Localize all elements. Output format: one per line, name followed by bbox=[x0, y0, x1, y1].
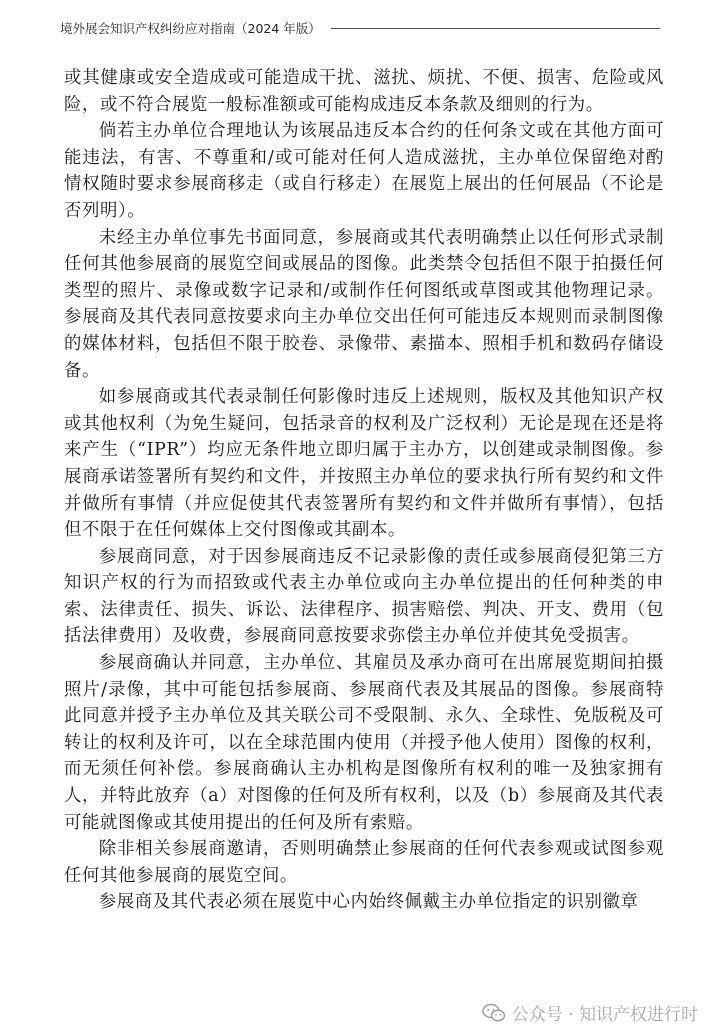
paragraph-continuation: 或其健康或安全造成或可能造成干扰、滋扰、烦扰、不便、损害、危险或风险，或不符合展览一般标准额或可能构成违反本条款及细则的行为。 bbox=[64, 68, 664, 115]
paragraph-photo-consent: 参展商确认并同意，主办单位、其雇员及承办商可在出席展览期间拍摄照片/录像，其中可能包括参展商、参展商代表及其展品的图像。参展商特此同意并授予主办单位及其关联公司不受限制、永久、全球性、免版税及可转让的权利及许可，以在全球范围内使用（并授予他人使用）图像的权利，而无须任何补偿。参展商确认主办机构是图像所有权利的唯一及独家拥有人，并特此放弃（a）对图像的任何及所有权利，以及（b）参展商及其代表可能就图像或其使用提出的任何及所有索赔。 bbox=[64, 653, 664, 833]
watermark bbox=[482, 1000, 698, 1025]
watermark-text: 公众号 · 知识产权进行时 bbox=[511, 1005, 698, 1025]
paragraph-recording-ban: 未经主办单位事先书面同意，参展商或其代表明确禁止以任何形式录制任何其他参展商的展览空间或展品的图像。此类禁令包括但不限于拍摄任何类型的照片、录像或数字记录和/或制作任何图纸或草图或其他物理记录。参展商及其代表同意按要求向主办单位交出任何可能违反本规则而录制图像的媒体材料，包括但不限于胶卷、录像带、素描本、照相手机和数码存储设备。 bbox=[64, 227, 664, 381]
header-title: 境外展会知识产权纠纷应对指南（2024 年版） bbox=[60, 21, 321, 36]
header-rule bbox=[331, 28, 660, 29]
paragraph-exhibit-removal: 倘若主办单位合理地认为该展品违反本合约的任何条文或在其他方面可能违法，有害、不尊重和/或可能对任何人造成滋扰，主办单位保留绝对酌情权随时要求参展商移走（或自行移走）在展览上展出的任何展品（不论是否列明）。 bbox=[64, 121, 664, 221]
paragraph-indemnity: 参展商同意，对于因参展商违反不记录影像的责任或参展商侵犯第三方知识产权的行为而招致或代表主办单位或向主办单位提出的任何种类的申索、法律责任、损失、诉讼、法律程序、损害赔偿、判决、开支、费用（包括法律费用）及收费，参展商同意按要求弥偿主办单位并使其免受损害。 bbox=[64, 546, 664, 647]
paragraph-booth-visits: 除非相关参展商邀请，否则明确禁止参展商的任何代表参观或试图参观任何其他参展商的展览空间。 bbox=[64, 839, 664, 886]
document-body bbox=[64, 65, 664, 916]
wechat-icon bbox=[482, 1003, 506, 1023]
paragraph-badges: 参展商及其代表必须在展览中心内始终佩戴主办单位指定的识别徽章 bbox=[98, 892, 639, 913]
paragraph-ipr-vesting: 如参展商或其代表录制任何影像时违反上述规则，版权及其他知识产权或其他权利（为免生疑问，包括录音的权利及广泛权利）无论是现在还是将来产生（“IPR”）均应无条件地立即归属于主办方，以创建或录制图像。参展商承诺签署所有契约和文件，并按照主办单位的要求执行所有契约和文件并做所有事情（并应促使其代表签署所有契约和文件并做所有事情），包括但不限于在任何媒体上交付图像或其副本。 bbox=[64, 387, 664, 541]
running-header bbox=[60, 20, 660, 36]
